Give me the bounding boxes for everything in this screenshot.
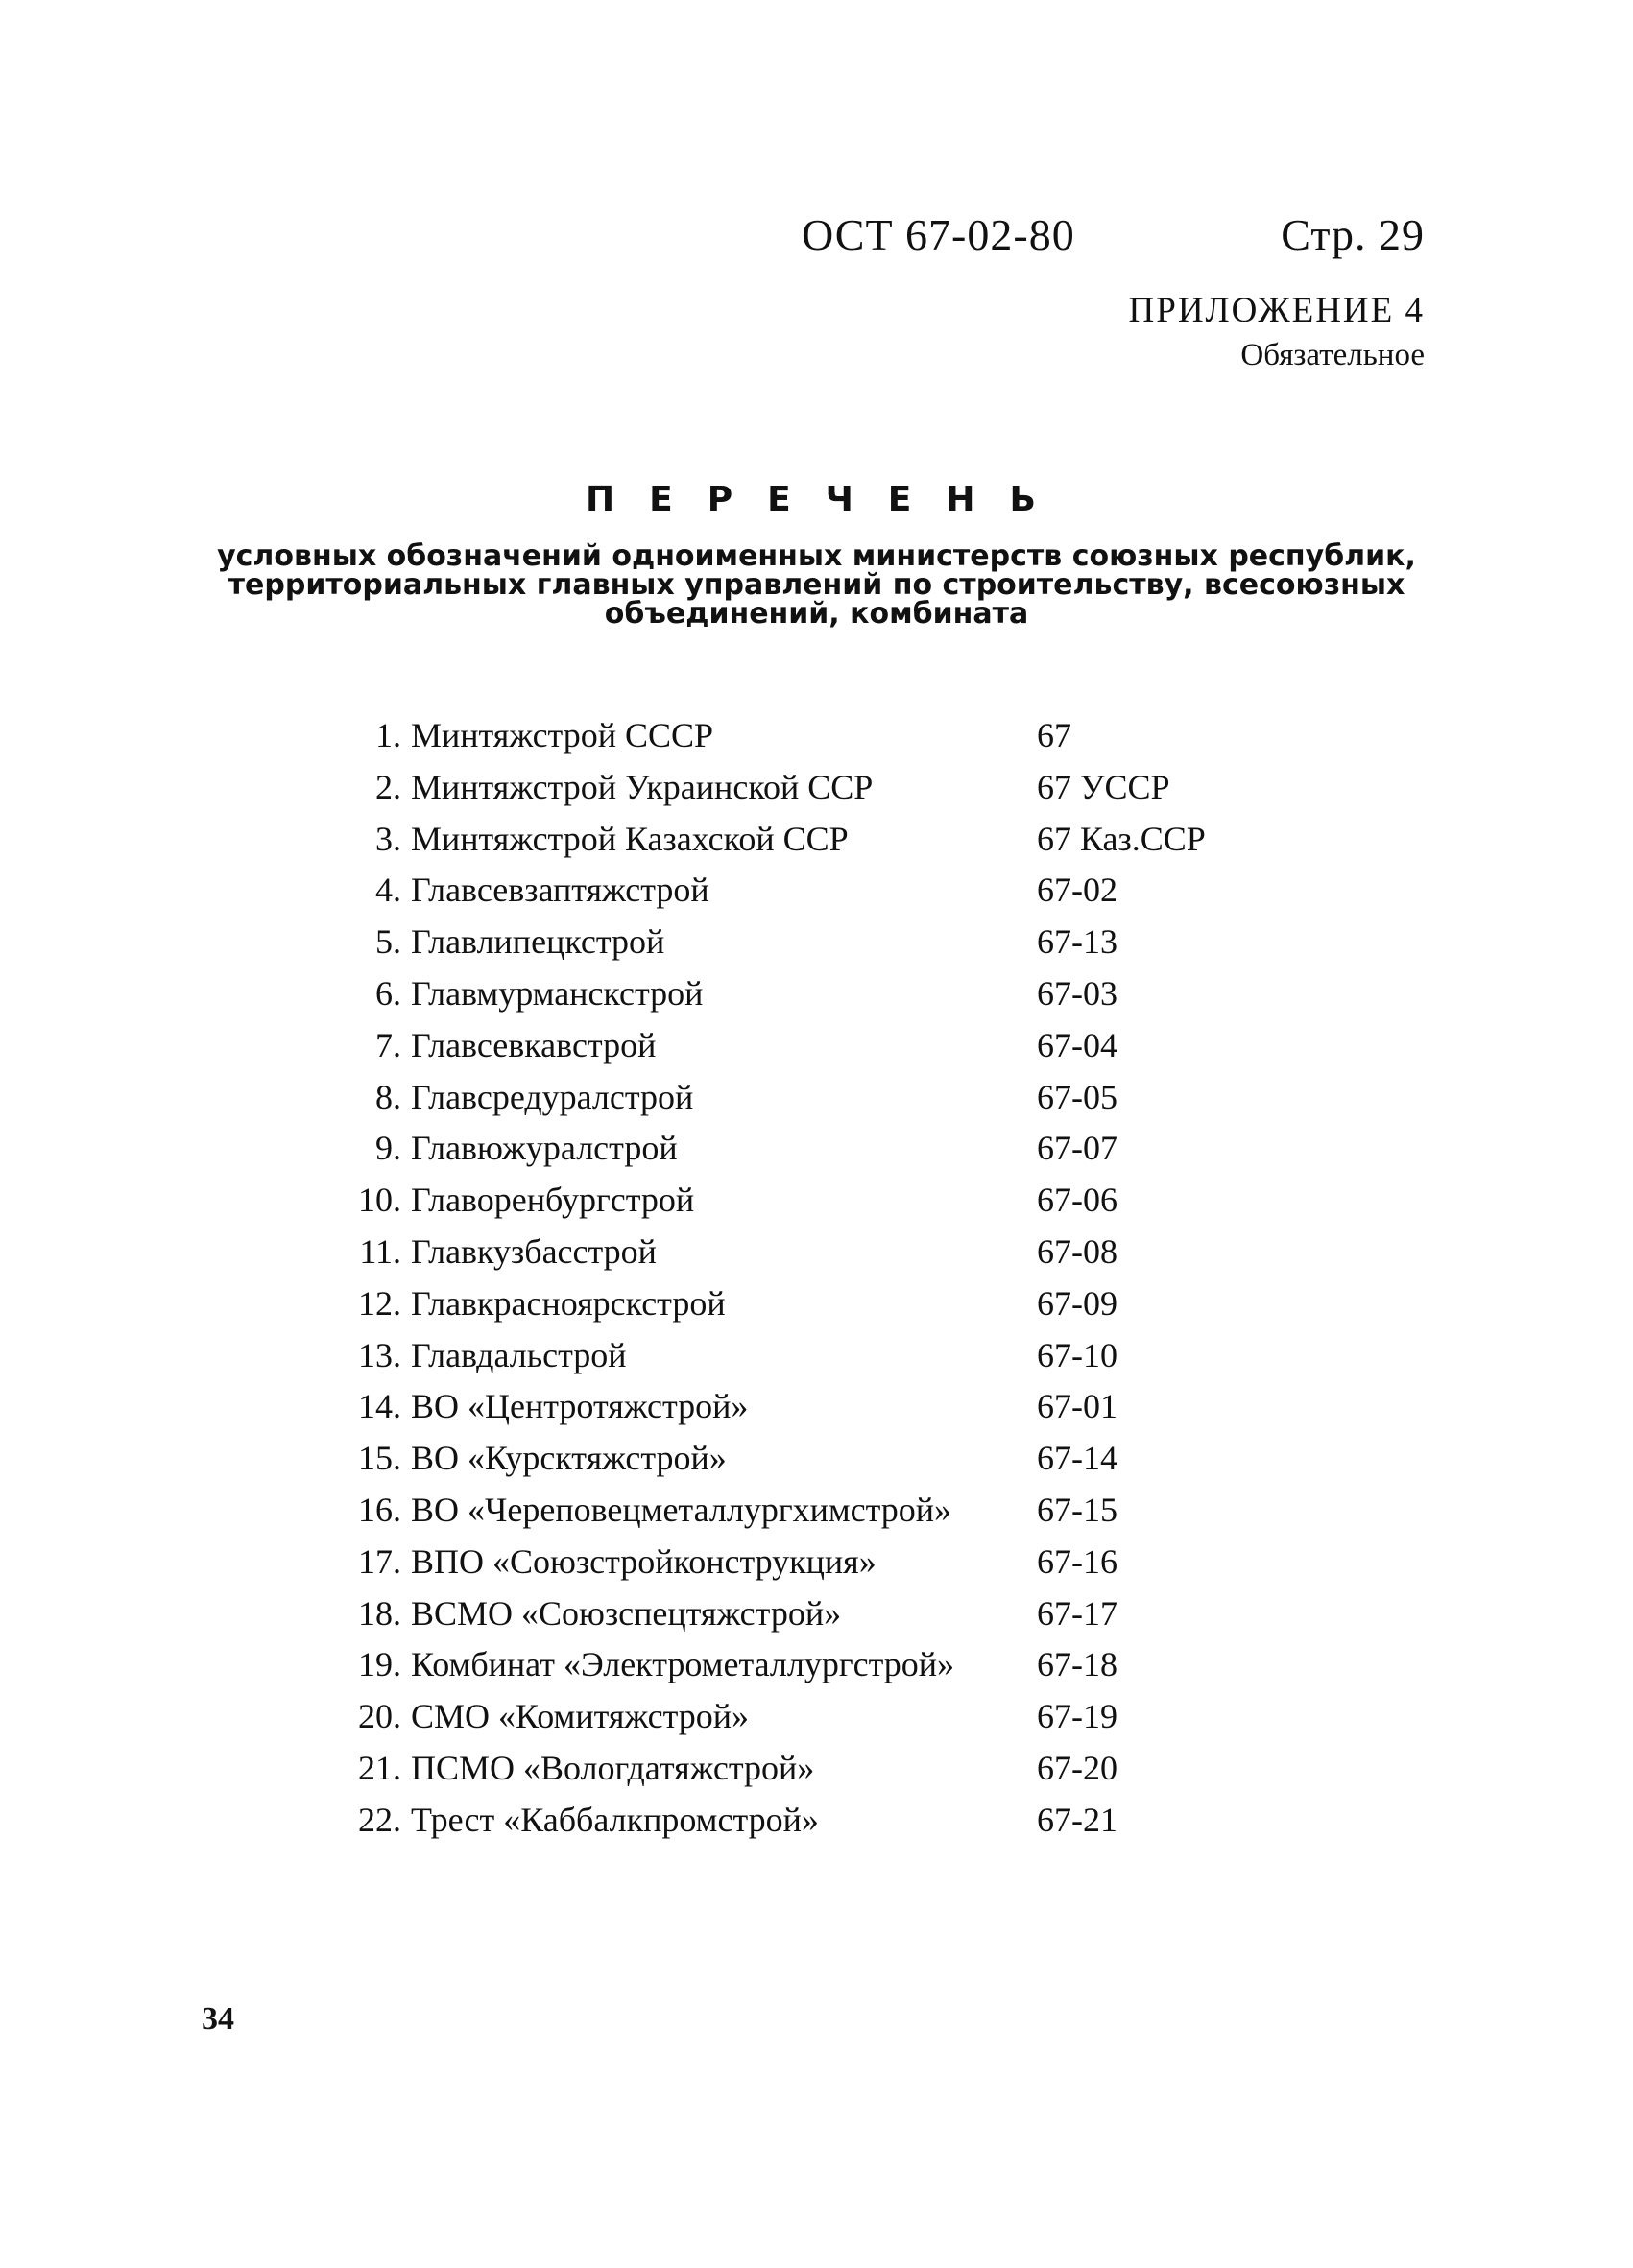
item-code: 67-19: [1037, 1697, 1117, 1736]
item-code: 67-02: [1037, 871, 1117, 910]
item-number: 3.: [375, 819, 401, 858]
item-code: 67 УССР: [1037, 767, 1170, 806]
item-code: 67-10: [1037, 1335, 1117, 1374]
item-code: 67-14: [1037, 1439, 1117, 1478]
item-name: ВПО «Союзстройконструкция»: [411, 1541, 877, 1581]
subtitle-line: объединений, комбината: [604, 597, 1029, 631]
item-name: Главкрасноярскстрой: [411, 1283, 726, 1323]
list-item: [326, 1691, 1286, 1743]
item-name: Главкузбасстрой: [411, 1231, 657, 1271]
item-name: Главюжуралстрой: [411, 1129, 678, 1168]
list-heading: ПЕРЕЧЕНЬ: [586, 480, 1070, 519]
list-item: [326, 865, 1286, 917]
item-code: 67-15: [1037, 1490, 1117, 1529]
item-name: Главсевзаптяжстрой: [411, 871, 709, 910]
item-name: Минтяжстрой СССР: [411, 716, 714, 754]
list-item: [326, 1485, 1286, 1537]
subtitle-line: территориальных главных управлений по строительству, всесоюзных: [228, 568, 1405, 602]
item-code: 67-13: [1037, 922, 1117, 962]
item-name: Главсевкавстрой: [411, 1025, 657, 1064]
list-item: [326, 1639, 1286, 1691]
list-item: [326, 1123, 1286, 1175]
item-code: 67-08: [1037, 1231, 1117, 1271]
list-item: [326, 1175, 1286, 1227]
item-number: 21.: [358, 1748, 401, 1787]
item-number: 13.: [358, 1335, 401, 1374]
item-code: 67-09: [1037, 1283, 1117, 1323]
item-number: 15.: [358, 1439, 401, 1478]
item-code: 67-16: [1037, 1541, 1117, 1581]
document-code: ОСТ 67-02-80: [802, 210, 1075, 259]
list-item: [326, 1588, 1286, 1640]
item-name: ВО «Центротяжстрой»: [411, 1387, 749, 1426]
item-number: 4.: [375, 871, 401, 910]
list-item: [326, 710, 1286, 762]
item-number: 6.: [375, 973, 401, 1013]
item-number: 5.: [375, 922, 401, 962]
list-subtitle: [0, 539, 1633, 631]
item-code: 67-17: [1037, 1593, 1117, 1633]
item-name: Минтяжстрой Казахской ССР: [411, 819, 849, 858]
item-number: 9.: [375, 1129, 401, 1168]
item-code: 67-18: [1037, 1645, 1117, 1684]
item-name: Главмурманскстрой: [411, 973, 704, 1013]
list-item: [326, 1537, 1286, 1588]
organization-list: [326, 710, 1286, 1847]
list-item: [326, 1072, 1286, 1124]
item-number: 22.: [358, 1800, 401, 1839]
item-code: 67-06: [1037, 1181, 1117, 1220]
list-item: [326, 917, 1286, 968]
item-name: Минтяжстрой Украинской ССР: [411, 767, 874, 806]
item-number: 20.: [358, 1697, 401, 1736]
item-code: 67-04: [1037, 1025, 1117, 1064]
list-item: [326, 1381, 1286, 1433]
list-item: [326, 762, 1286, 814]
appendix-status: Обязательное: [1240, 338, 1425, 372]
item-number: 17.: [358, 1541, 401, 1581]
list-item: [326, 1278, 1286, 1330]
list-item: [326, 1743, 1286, 1795]
item-name: СМО «Комитяжстрой»: [411, 1697, 750, 1736]
item-name: Главдальстрой: [411, 1335, 627, 1374]
page-number: 34: [202, 2001, 234, 2037]
item-number: 2.: [375, 767, 401, 806]
list-item: [326, 814, 1286, 866]
list-item: [326, 1227, 1286, 1278]
item-number: 16.: [358, 1490, 401, 1529]
list-item: [326, 1020, 1286, 1072]
item-name: Главлипецкстрой: [411, 922, 665, 962]
item-number: 8.: [375, 1077, 401, 1116]
item-code: 67 Каз.ССР: [1037, 819, 1206, 858]
list-item: [326, 968, 1286, 1020]
item-number: 7.: [375, 1025, 401, 1064]
item-number: 18.: [358, 1593, 401, 1633]
list-item: [326, 1330, 1286, 1382]
item-code: 67-05: [1037, 1077, 1117, 1116]
item-code: 67-20: [1037, 1748, 1117, 1787]
item-number: 14.: [358, 1387, 401, 1426]
item-name: ВО «Курсктяжстрой»: [411, 1439, 727, 1478]
item-code: 67-03: [1037, 973, 1117, 1013]
page-reference: Стр. 29: [1281, 210, 1425, 259]
item-number: 10.: [358, 1181, 401, 1220]
item-name: ПСМО «Вологдатяжстрой»: [411, 1748, 815, 1787]
item-code: 67-21: [1037, 1800, 1117, 1839]
subtitle-line: условных обозначений одноименных министерств союзных республик,: [217, 539, 1416, 573]
item-code: 67-01: [1037, 1387, 1117, 1426]
appendix-title: ПРИЛОЖЕНИЕ 4: [1128, 291, 1425, 330]
item-number: 12.: [358, 1283, 401, 1323]
item-number: 1.: [375, 716, 401, 754]
item-number: 19.: [358, 1645, 401, 1684]
item-number: 11.: [359, 1231, 401, 1271]
item-code: 67-07: [1037, 1129, 1117, 1168]
item-name: Комбинат «Электрометаллургстрой»: [411, 1645, 955, 1684]
item-name: Главоренбургстрой: [411, 1181, 695, 1220]
item-name: ВСМО «Союзспецтяжстрой»: [411, 1593, 842, 1633]
item-name: Трест «Каббалкпромстрой»: [411, 1800, 819, 1839]
item-name: Главсредуралстрой: [411, 1077, 694, 1116]
list-item: [326, 1795, 1286, 1847]
item-code: 67: [1037, 716, 1071, 754]
list-item: [326, 1433, 1286, 1485]
item-name: ВО «Череповецметаллургхимстрой»: [411, 1490, 952, 1529]
